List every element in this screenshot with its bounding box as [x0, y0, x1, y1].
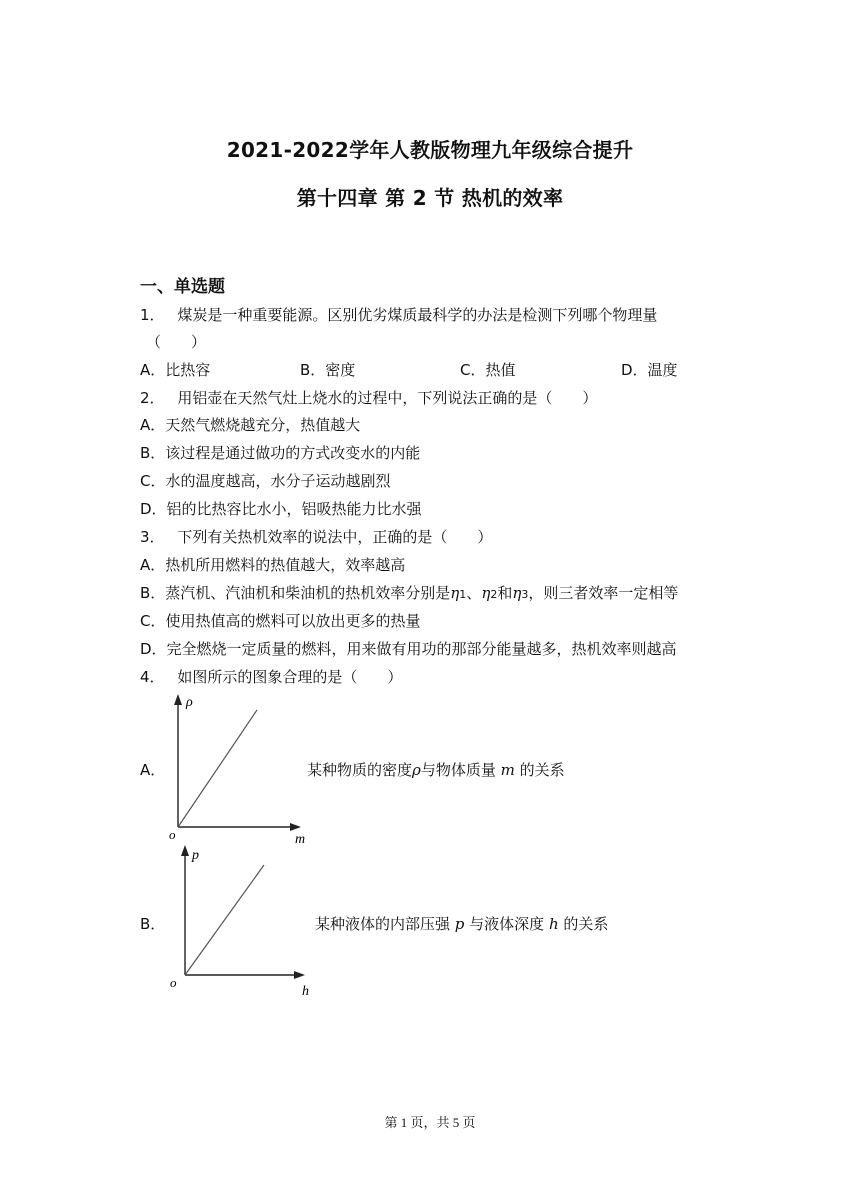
option-a: A．热机所用燃料的热值越大，效率越高 — [140, 556, 406, 574]
question-number: 1． — [140, 306, 165, 324]
question-number: 3． — [140, 528, 165, 546]
option-d: D．温度 — [621, 361, 678, 379]
question-text: 下列有关热机效率的说法中，正确的是（ ） — [177, 528, 493, 546]
x-axis-label: h — [302, 984, 309, 998]
option-a: A．天然气燃烧越充分，热值越大 — [140, 416, 361, 434]
option-b: B．蒸汽机、汽油机和柴油机的热机效率分别是η1、η2和η3，则三者效率一定相等 — [140, 584, 679, 602]
chapter-subtitle: 第十四章 第 2 节 热机的效率 — [296, 186, 564, 210]
graph-a — [165, 690, 315, 845]
question-number: 2． — [140, 389, 165, 407]
question-number: 4． — [140, 668, 165, 686]
y-axis-label: p — [192, 848, 199, 863]
x-axis-arrow — [294, 971, 305, 979]
eta-symbol: η — [512, 584, 522, 602]
option-c: C．热值 — [460, 361, 516, 379]
y-axis-arrow — [174, 694, 182, 705]
option-d: D．铝的比热容比水小，铝吸热能力比水强 — [140, 500, 422, 518]
data-line — [185, 865, 264, 975]
question-text: 如图所示的图象合理的是（ ） — [177, 668, 403, 686]
option-d: D．完全燃烧一定质量的燃料，用来做有用功的那部分能量越多，热机效率则越高 — [140, 640, 677, 658]
question-text: 煤炭是一种重要能源。区别优劣煤质最科学的办法是检测下列哪个物理量 — [177, 306, 658, 324]
x-axis-arrow — [290, 823, 301, 831]
option-b: B．该过程是通过做功的方式改变水的内能 — [140, 444, 421, 462]
y-axis-label: ρ — [186, 695, 193, 710]
option-a: A．比热容 — [140, 361, 211, 379]
graph-b — [165, 843, 320, 998]
option-a-label: A． — [140, 761, 166, 779]
origin-label: o — [170, 975, 177, 990]
question-1 — [140, 304, 657, 325]
question-4 — [140, 666, 402, 687]
option-b: B．密度 — [300, 361, 356, 379]
y-axis-arrow — [181, 845, 189, 856]
question-3 — [140, 526, 492, 547]
section-heading: 一、单选题 — [140, 277, 225, 297]
eta-symbol: η — [481, 584, 491, 602]
x-axis-label: m — [295, 832, 306, 845]
graph-b-description: 某种液体的内部压强 p 与液体深度 h 的关系 — [315, 915, 609, 933]
question-2 — [140, 387, 597, 408]
page-footer: 第 1 页，共 5 页 — [384, 1115, 476, 1130]
origin-label: o — [169, 827, 176, 842]
question-text: 用铝壶在天然气灶上烧水的过程中，下列说法正确的是（ ） — [177, 389, 598, 407]
option-b-label: B． — [140, 915, 166, 933]
eta-symbol: η — [450, 584, 460, 602]
option-c: C．水的温度越高，水分子运动越剧烈 — [140, 472, 391, 490]
graph-a-description: 某种物质的密度ρ与物体质量 m 的关系 — [307, 761, 565, 779]
option-c: C．使用热值高的燃料可以放出更多的热量 — [140, 612, 421, 630]
answer-bracket: （ ） — [146, 333, 207, 351]
page-title: 2021-2022学年人教版物理九年级综合提升 — [226, 138, 634, 162]
data-line — [178, 710, 257, 827]
